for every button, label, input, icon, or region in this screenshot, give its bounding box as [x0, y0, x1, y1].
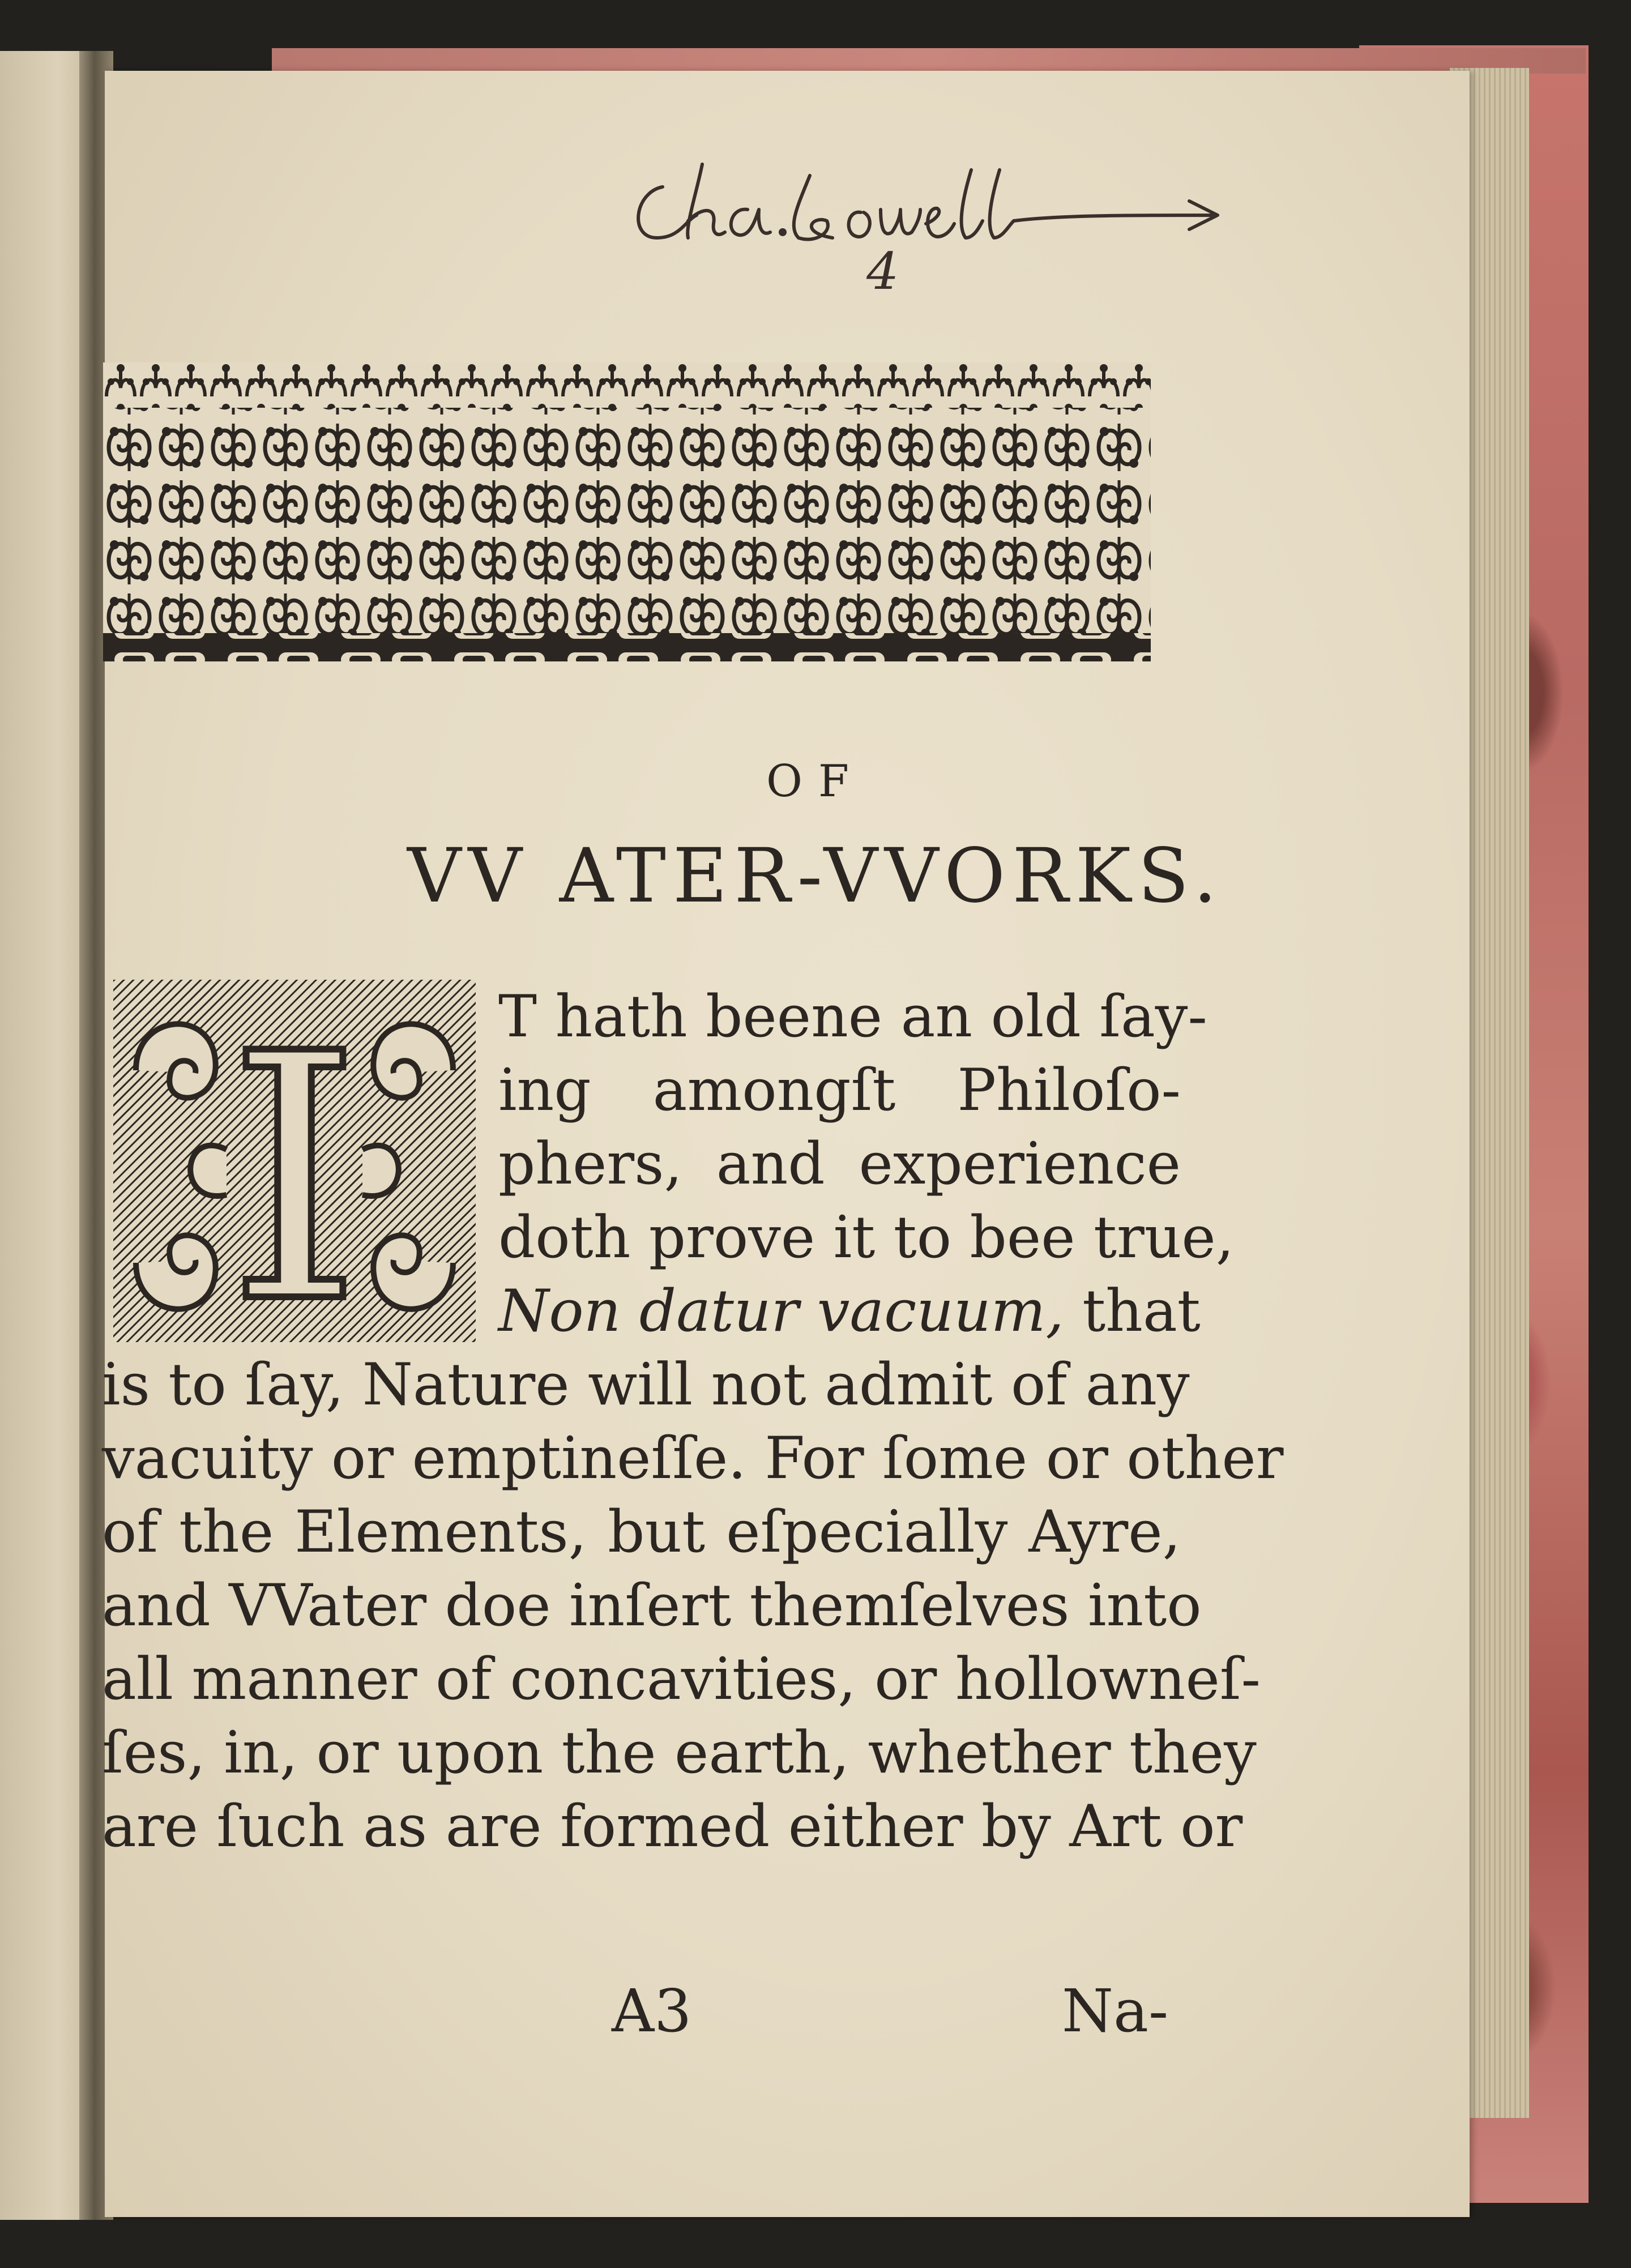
body-line: T hath beene an old ſay-	[498, 983, 1207, 1050]
drop-cap-letter: I	[227, 981, 362, 1342]
body-line: Non datur vacuum, that	[498, 1278, 1201, 1345]
body-line: vacuity or emptineſſe. For ſome or other	[102, 1425, 1284, 1492]
body-line: of the Elements, but eſpecially Ayre,	[102, 1498, 1181, 1566]
page-title: VV ATER-VVORKS.	[407, 832, 1224, 920]
body-line: is to ſay, Nature will not admit of any	[102, 1351, 1190, 1419]
body-line: ing amongſt Philoſo-	[498, 1057, 1181, 1124]
decorated-initial	[113, 980, 476, 1342]
marbled-cover-top-edge	[272, 48, 1586, 74]
body-line: are ſuch as are formed either by Art or	[102, 1793, 1243, 1860]
catchword: Na-	[1062, 1976, 1169, 2045]
body-line: and VVater doe inſert themſelves into	[102, 1572, 1202, 1639]
heading-of: OF	[766, 756, 865, 807]
page-number: 4	[866, 242, 899, 300]
decorative-headpiece	[103, 362, 1151, 663]
body-line: doth prove it to bee true,	[498, 1204, 1235, 1271]
body-line: all manner of concavities, or hollowneſ-	[102, 1646, 1261, 1713]
signature-mark: A3	[612, 1976, 692, 2045]
body-line: ſes, in, or upon the earth, whether they	[102, 1719, 1257, 1787]
body-line: phers, and experience	[498, 1130, 1181, 1198]
handwritten-signature	[617, 153, 1235, 300]
